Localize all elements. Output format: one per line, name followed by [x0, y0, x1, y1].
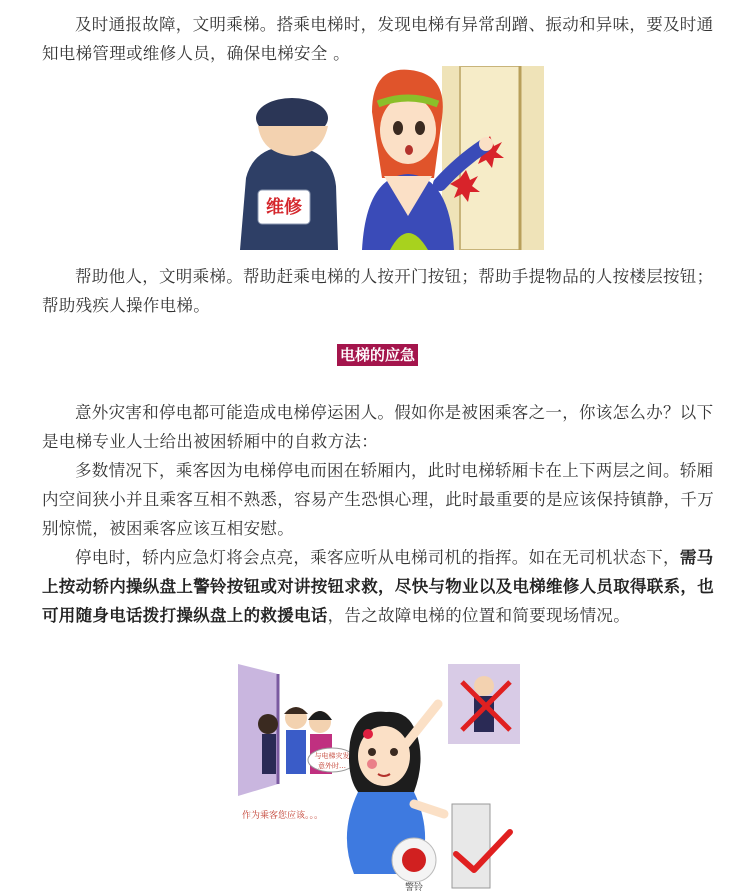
paragraph-help-others: 帮助他人，文明乘梯。帮助赶乘电梯的人按开门按钮；帮助手提物品的人按楼层按钮；帮助残疾人操作电梯。 — [42, 267, 714, 315]
paragraph-report-fault: 及时通报故障，文明乘梯。搭乘电梯时，发现电梯有异常刮蹭、振动和异味，要及时通知电梯管理或维修人员，确保电梯安全 。 — [42, 15, 714, 63]
help-text-end: ，告之故障电梯的位置和简要现场情况。 — [327, 606, 631, 625]
repair-badge-text: 维修 — [266, 197, 302, 218]
bubble-text-line2: 意外时… — [318, 762, 346, 770]
paragraph-trapped-intro: 意外灾害和停电都可能造成电梯停运困人。假如你是被困乘客之一，你该怎么办？以下是电梯专业人士给出被困轿厢中的自救方法： — [42, 403, 714, 451]
bubble-text-line1: 与电梯灾发 — [314, 752, 350, 760]
illustration-repairman-scene — [222, 66, 544, 250]
help-text-bold: 需马上按动轿内操纵盘上警铃按钮或对讲按钮求救，尽快与物业以及电梯维修人员取得联系，也可用随身电话拨打操纵盘上的救援电话 — [42, 548, 714, 625]
paragraph-call-for-help — [42, 543, 724, 630]
section-title-elevator-emergency: 电梯的应急 — [337, 344, 418, 366]
emergency-illustration — [238, 664, 520, 892]
repairman-illustration — [222, 66, 544, 250]
caption-text: 作为乘客您应该。。。 — [242, 811, 324, 821]
alarm-button-label: 警铃 — [404, 883, 424, 892]
illustration-emergency-scene — [238, 664, 520, 892]
paragraph-stay-calm: 多数情况下，乘客因为电梯停电而困在轿厢内，此时电梯轿厢卡在上下两层之间。轿厢内空间狭小并且乘客互相不熟悉，容易产生恐惧心理，此时最重要的是应该保持镇静，千万别惊慌，被困乘客应该互相安慰。 — [42, 461, 714, 538]
help-text-start: 停电时，轿内应急灯将会点亮，乘客应听从电梯司机的指挥。如在无司机状态下， — [75, 548, 680, 567]
